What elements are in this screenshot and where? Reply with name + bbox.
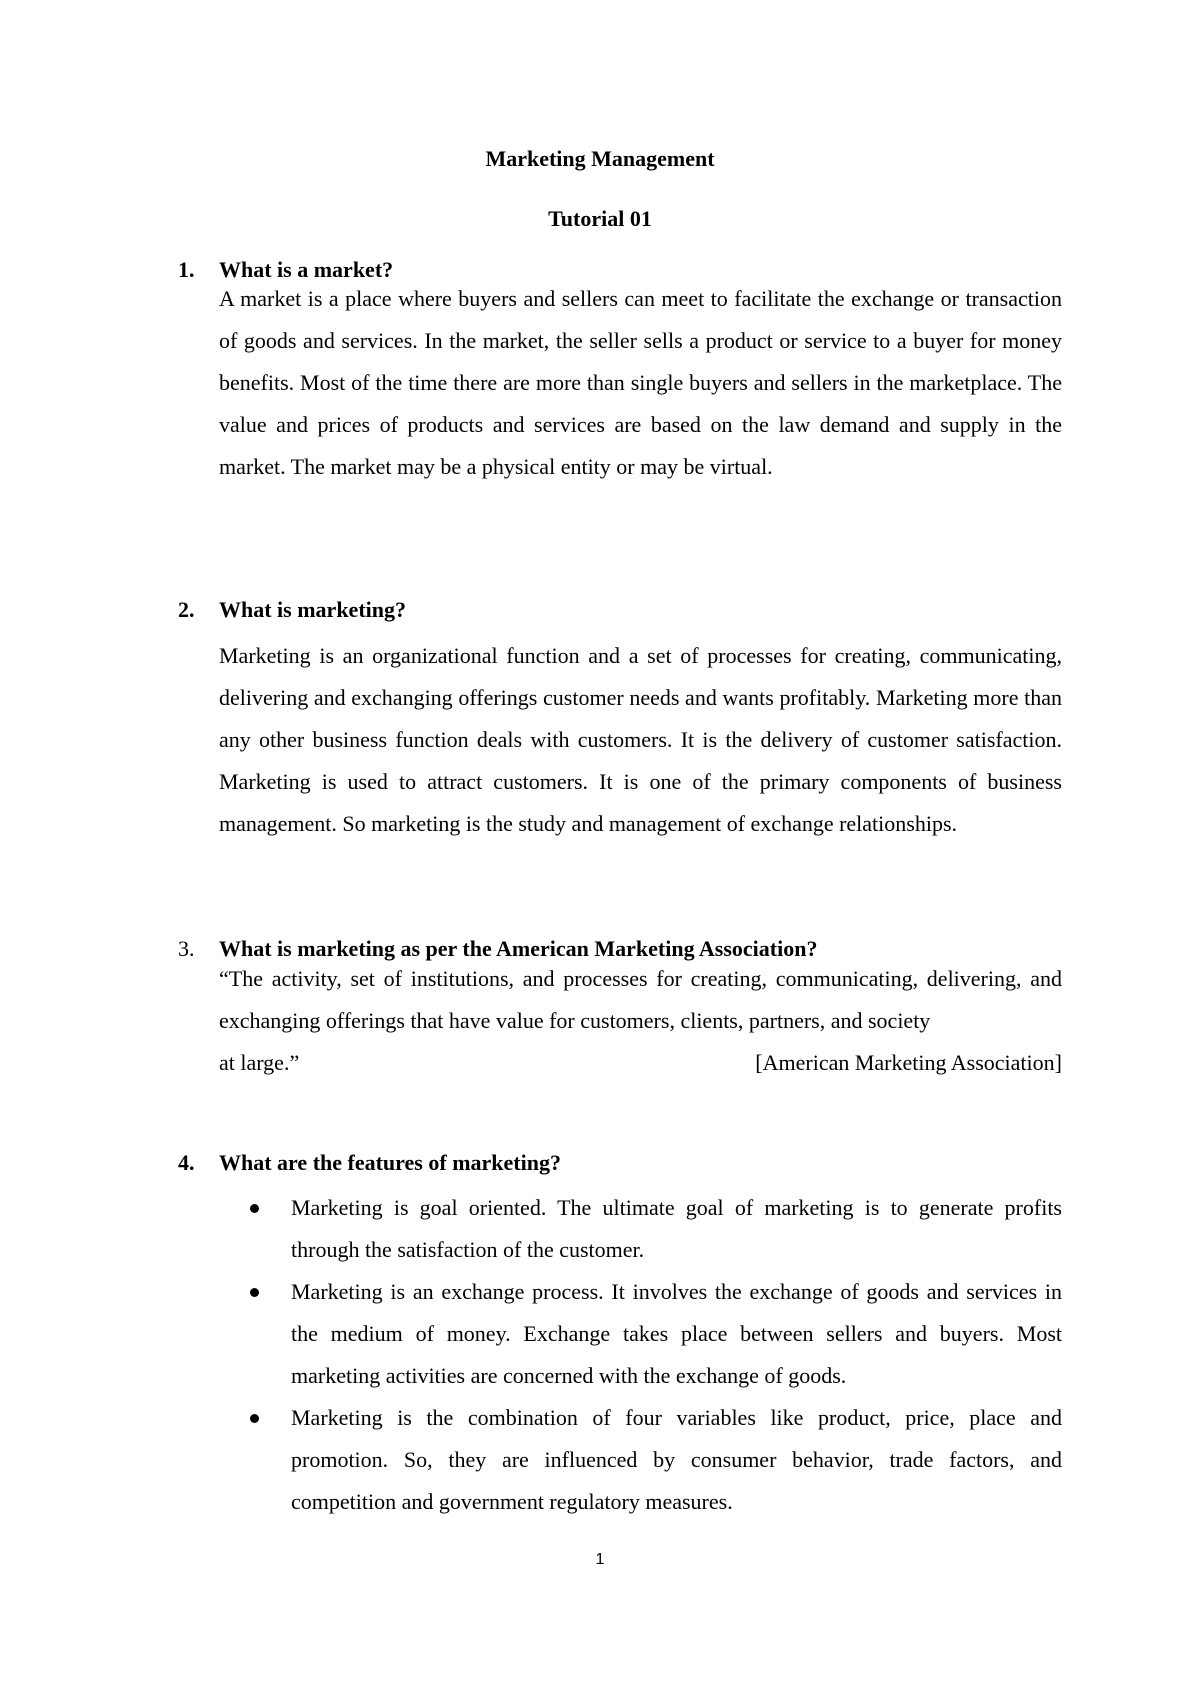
question-1-title: What is a market? — [219, 257, 394, 282]
question-3-quote-block — [219, 958, 1062, 1084]
document-title: Marketing Management — [485, 146, 715, 171]
bullet-icon — [250, 1204, 259, 1213]
bullet-icon — [250, 1414, 259, 1423]
question-1-answer: A market is a place where buyers and sellers can meet to facilitate the exchange or transaction of goods and services. In the market, the seller sells a product or service to a buyer for money benefits. Most of the time there are more than single buyers and sellers in the marketplace. The value and prices of products and services are based on the law demand and supply in the market. The market may be a physical entity or may be virtual. — [219, 286, 1062, 479]
list-item — [219, 1397, 1062, 1523]
question-4-bullet-list — [219, 1187, 1062, 1523]
question-3-quote-end: at large.” — [219, 1050, 300, 1075]
question-2-number: 2. — [178, 597, 195, 622]
list-item — [219, 1187, 1062, 1271]
document-subtitle: Tutorial 01 — [548, 206, 652, 231]
bullet-icon — [250, 1288, 259, 1297]
question-2-title: What is marketing? — [219, 597, 406, 622]
bullet-text: Marketing is an exchange process. It involves the exchange of goods and services in the medium of money. Exchange takes place between sellers and buyers. Most marketing activities are concerned with the exchange of goods. — [291, 1279, 1062, 1388]
question-4-number: 4. — [178, 1150, 195, 1175]
question-3-quote: “The activity, set of institutions, and processes for creating, communicating, delivering, and exchanging offerings that have value for customers, clients, partners, and society — [219, 966, 1062, 1033]
page-number: 1 — [595, 1551, 605, 1568]
question-3-title: What is marketing as per the American Marketing Association? — [219, 936, 818, 961]
question-4-title: What are the features of marketing? — [219, 1150, 561, 1175]
question-3-quote-last-line — [219, 1042, 1062, 1084]
question-2-answer: Marketing is an organizational function and a set of processes for creating, communicating, delivering and exchanging offerings customer needs and wants profitably. Marketing more than any other business function deals with customers. It is the delivery of customer satisfaction. Marketing is used to attract customers. It is one of the primary components of business management. So marketing is the study and management of exchange relationships. — [219, 643, 1062, 836]
bullet-text: Marketing is goal oriented. The ultimate goal of marketing is to generate profits through the satisfaction of the customer. — [291, 1195, 1062, 1262]
bullet-text: Marketing is the combination of four variables like product, price, place and promotion. So, they are influenced by consumer behavior, trade factors, and competition and government regulatory measures. — [291, 1405, 1062, 1514]
question-3-citation: [American Marketing Association] — [755, 1050, 1062, 1075]
list-item — [219, 1271, 1062, 1397]
question-3-number: 3. — [178, 936, 195, 961]
question-1-number: 1. — [178, 257, 195, 282]
